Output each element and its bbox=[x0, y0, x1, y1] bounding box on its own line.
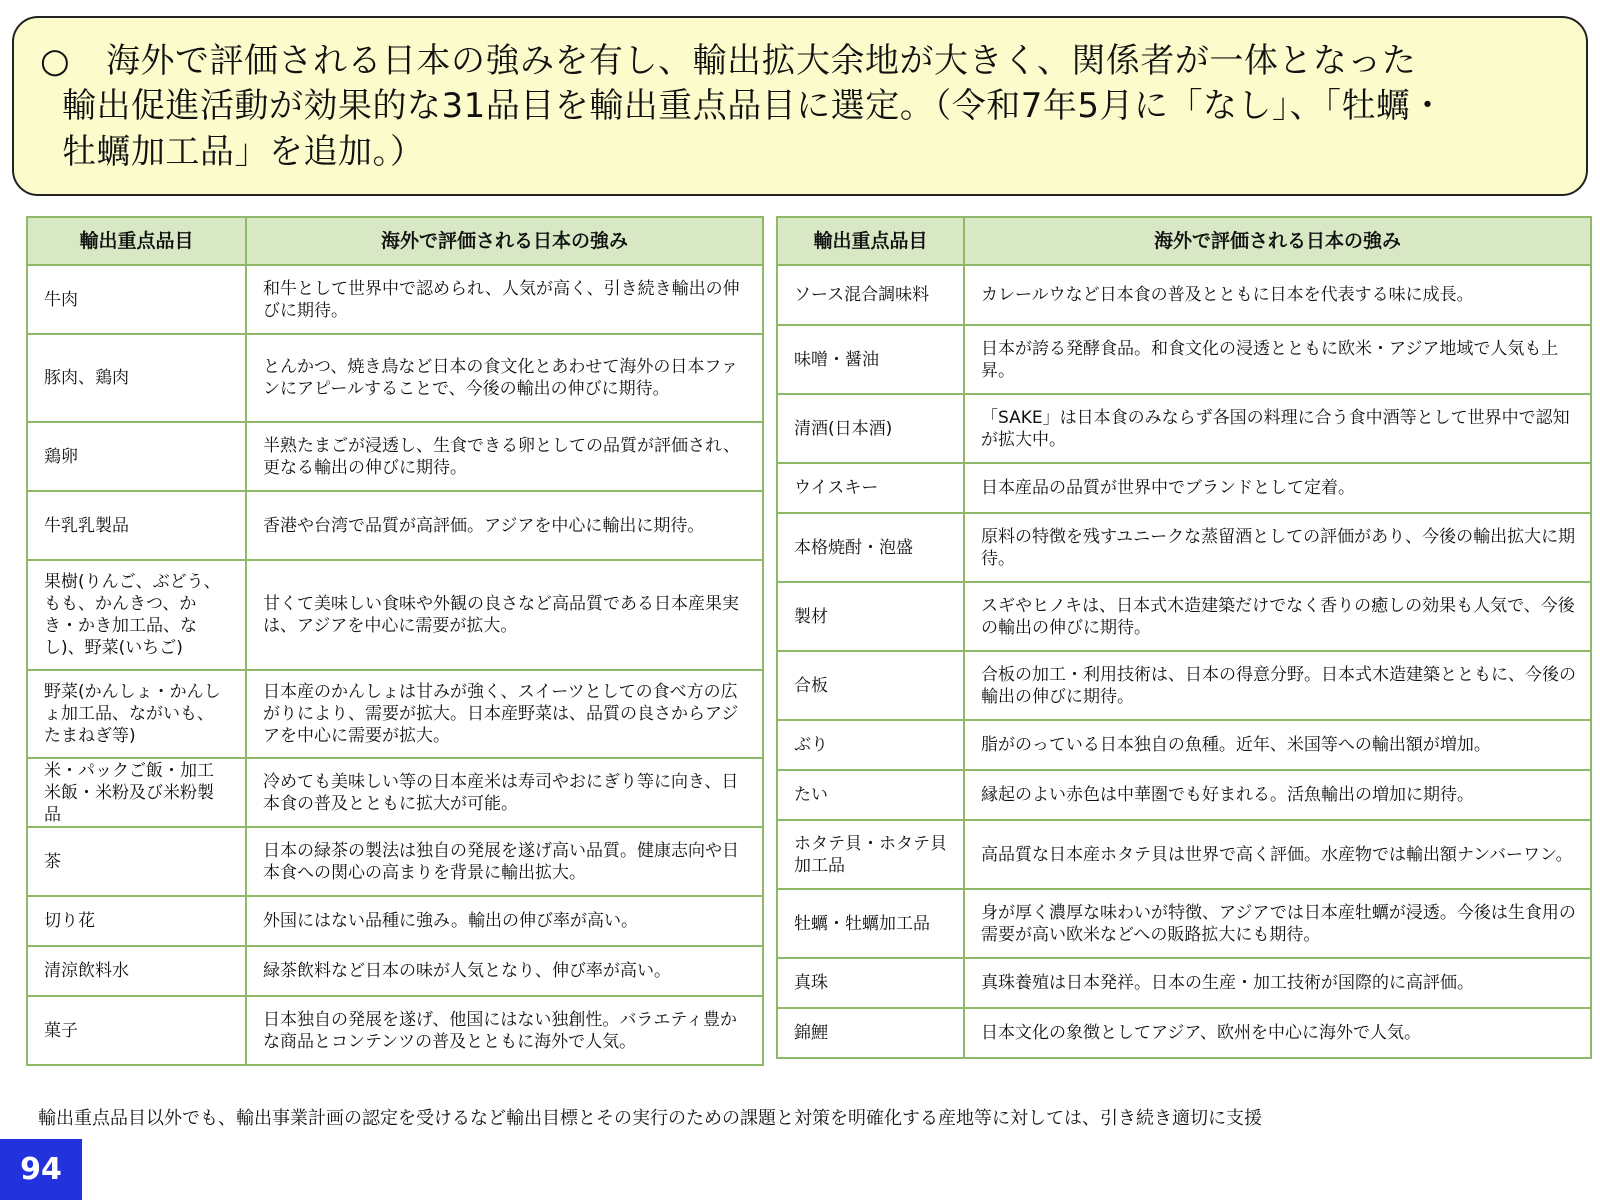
summary-box bbox=[12, 16, 1588, 196]
item-strength: 日本文化の象徴としてアジア、欧州を中心に海外で人気。 bbox=[964, 1008, 1591, 1058]
table-row bbox=[777, 820, 1591, 889]
item-name: ぶり bbox=[777, 720, 964, 770]
item-name: 切り花 bbox=[27, 896, 246, 946]
item-strength: 半熟たまごが浸透し、生食できる卵としての品質が評価され、更なる輸出の伸びに期待。 bbox=[246, 422, 763, 491]
item-strength: 合板の加工・利用技術は、日本の得意分野。日本式木造建築とともに、今後の輸出の伸びに期待。 bbox=[964, 651, 1591, 720]
item-strength: 「SAKE」は日本食のみならず各国の料理に合う食中酒等として世界中で認知が拡大中。 bbox=[964, 394, 1591, 463]
item-name: 真珠 bbox=[777, 958, 964, 1008]
item-name: 豚肉、鶏肉 bbox=[27, 334, 246, 422]
item-name: 清酒(日本酒) bbox=[777, 394, 964, 463]
item-strength: 真珠養殖は日本発祥。日本の生産・加工技術が国際的に高評価。 bbox=[964, 958, 1591, 1008]
table-row bbox=[777, 651, 1591, 720]
item-name: 味噌・醤油 bbox=[777, 325, 964, 394]
table-row bbox=[27, 758, 763, 827]
column-header-item: 輸出重点品目 bbox=[777, 217, 964, 265]
item-name: たい bbox=[777, 770, 964, 820]
item-strength: 日本の緑茶の製法は独自の発展を遂げ高い品質。健康志向や日本食への関心の高まりを背景に輸出拡大。 bbox=[246, 827, 763, 896]
page-number: 94 bbox=[0, 1139, 82, 1200]
table-row bbox=[777, 463, 1591, 513]
table-row bbox=[27, 670, 763, 758]
table-row bbox=[777, 582, 1591, 651]
item-strength: 日本産品の品質が世界中でブランドとして定着。 bbox=[964, 463, 1591, 513]
footer-note: 輸出重点品目以外でも、輸出事業計画の認定を受けるなど輸出目標とその実行のための課題と対策を明確化する産地等に対しては、引き続き適切に支援 bbox=[38, 1108, 1262, 1129]
summary-text-1: 海外で評価される日本の強みを有し、輸出拡大余地が大きく、関係者が一体となった bbox=[106, 41, 1417, 81]
item-strength: 和牛として世界中で認められ、人気が高く、引き続き輸出の伸びに期待。 bbox=[246, 265, 763, 334]
item-name: 野菜(かんしょ・かんしょ加工品、ながいも、たまねぎ等) bbox=[27, 670, 246, 758]
table-row bbox=[27, 996, 763, 1065]
item-strength: カレールウなど日本食の普及とともに日本を代表する味に成長。 bbox=[964, 265, 1591, 325]
table-row bbox=[777, 394, 1591, 463]
summary-line-1 bbox=[40, 39, 1416, 83]
item-name: 菓子 bbox=[27, 996, 246, 1065]
item-strength: スギやヒノキは、日本式木造建築だけでなく香りの癒しの効果も人気で、今後の輸出の伸びに期待。 bbox=[964, 582, 1591, 651]
bullet-icon: ○ bbox=[40, 41, 71, 81]
table-header-row bbox=[777, 217, 1591, 265]
table-row bbox=[777, 325, 1591, 394]
table-row bbox=[777, 720, 1591, 770]
summary-line-3: 牡蠣加工品」を追加。） bbox=[62, 132, 425, 172]
table-row bbox=[777, 889, 1591, 958]
item-strength: 身が厚く濃厚な味わいが特徴、アジアでは日本産牡蠣が浸透。今後は生食用の需要が高い欧米などへの販路拡大にも期待。 bbox=[964, 889, 1591, 958]
table-row bbox=[27, 265, 763, 334]
item-strength: 甘くて美味しい食味や外観の良さなど高品質である日本産果実は、アジアを中心に需要が拡大。 bbox=[246, 560, 763, 670]
right-items-table bbox=[776, 216, 1592, 1059]
item-strength: 縁起のよい赤色は中華圏でも好まれる。活魚輸出の増加に期待。 bbox=[964, 770, 1591, 820]
item-name: 製材 bbox=[777, 582, 964, 651]
item-strength: 日本産のかんしょは甘みが強く、スイーツとしての食べ方の広がりにより、需要が拡大。日本産野菜は、品質の良さからアジアを中心に需要が拡大。 bbox=[246, 670, 763, 758]
item-strength: 香港や台湾で品質が高評価。アジアを中心に輸出に期待。 bbox=[246, 491, 763, 560]
item-name: 合板 bbox=[777, 651, 964, 720]
item-name: 牛乳乳製品 bbox=[27, 491, 246, 560]
item-name: 鶏卵 bbox=[27, 422, 246, 491]
table-row bbox=[27, 946, 763, 996]
item-name: 本格焼酎・泡盛 bbox=[777, 513, 964, 582]
table-row bbox=[27, 896, 763, 946]
item-name: 清涼飲料水 bbox=[27, 946, 246, 996]
table-header-row bbox=[27, 217, 763, 265]
item-strength: 日本が誇る発酵食品。和食文化の浸透とともに欧米・アジア地域で人気も上昇。 bbox=[964, 325, 1591, 394]
item-strength: 外国にはない品種に強み。輸出の伸び率が高い。 bbox=[246, 896, 763, 946]
item-strength: 脂がのっている日本独自の魚種。近年、米国等への輸出額が増加。 bbox=[964, 720, 1591, 770]
table-row bbox=[27, 560, 763, 670]
item-name: ソース混合調味料 bbox=[777, 265, 964, 325]
item-strength: 緑茶飲料など日本の味が人気となり、伸び率が高い。 bbox=[246, 946, 763, 996]
item-strength: 日本独自の発展を遂げ、他国にはない独創性。バラエティ豊かな商品とコンテンツの普及とともに海外で人気。 bbox=[246, 996, 763, 1065]
item-name: 錦鯉 bbox=[777, 1008, 964, 1058]
item-strength: 高品質な日本産ホタテ貝は世界で高く評価。水産物では輸出額ナンバーワン。 bbox=[964, 820, 1591, 889]
item-name: 牡蠣・牡蠣加工品 bbox=[777, 889, 964, 958]
table-row bbox=[777, 1008, 1591, 1058]
table-row bbox=[777, 770, 1591, 820]
table-row bbox=[27, 422, 763, 491]
item-name: 牛肉 bbox=[27, 265, 246, 334]
item-name: 果樹(りんご、ぶどう、もも、かんきつ、かき・かき加工品、なし)、野菜(いちご) bbox=[27, 560, 246, 670]
item-strength: 冷めても美味しい等の日本産米は寿司やおにぎり等に向き、日本食の普及とともに拡大が可能。 bbox=[246, 758, 763, 827]
column-header-item: 輸出重点品目 bbox=[27, 217, 246, 265]
table-row bbox=[777, 513, 1591, 582]
table-row bbox=[27, 334, 763, 422]
item-name: ホタテ貝・ホタテ貝加工品 bbox=[777, 820, 964, 889]
item-strength: とんかつ、焼き鳥など日本の食文化とあわせて海外の日本ファンにアピールすることで、今後の輸出の伸びに期待。 bbox=[246, 334, 763, 422]
table-row bbox=[27, 491, 763, 560]
summary-line-2: 輸出促進活動が効果的な31品目を輸出重点品目に選定。（令和7年5月に「なし」、「牡蠣・ bbox=[62, 86, 1446, 126]
item-name: 米・パックご飯・加工米飯・米粉及び米粉製品 bbox=[27, 758, 246, 827]
table-row bbox=[777, 265, 1591, 325]
table-row bbox=[777, 958, 1591, 1008]
item-name: 茶 bbox=[27, 827, 246, 896]
column-header-strength: 海外で評価される日本の強み bbox=[964, 217, 1591, 265]
column-header-strength: 海外で評価される日本の強み bbox=[246, 217, 763, 265]
left-items-table bbox=[26, 216, 764, 1066]
item-name: ウイスキー bbox=[777, 463, 964, 513]
table-row bbox=[27, 827, 763, 896]
item-strength: 原料の特徴を残すユニークな蒸留酒としての評価があり、今後の輸出拡大に期待。 bbox=[964, 513, 1591, 582]
